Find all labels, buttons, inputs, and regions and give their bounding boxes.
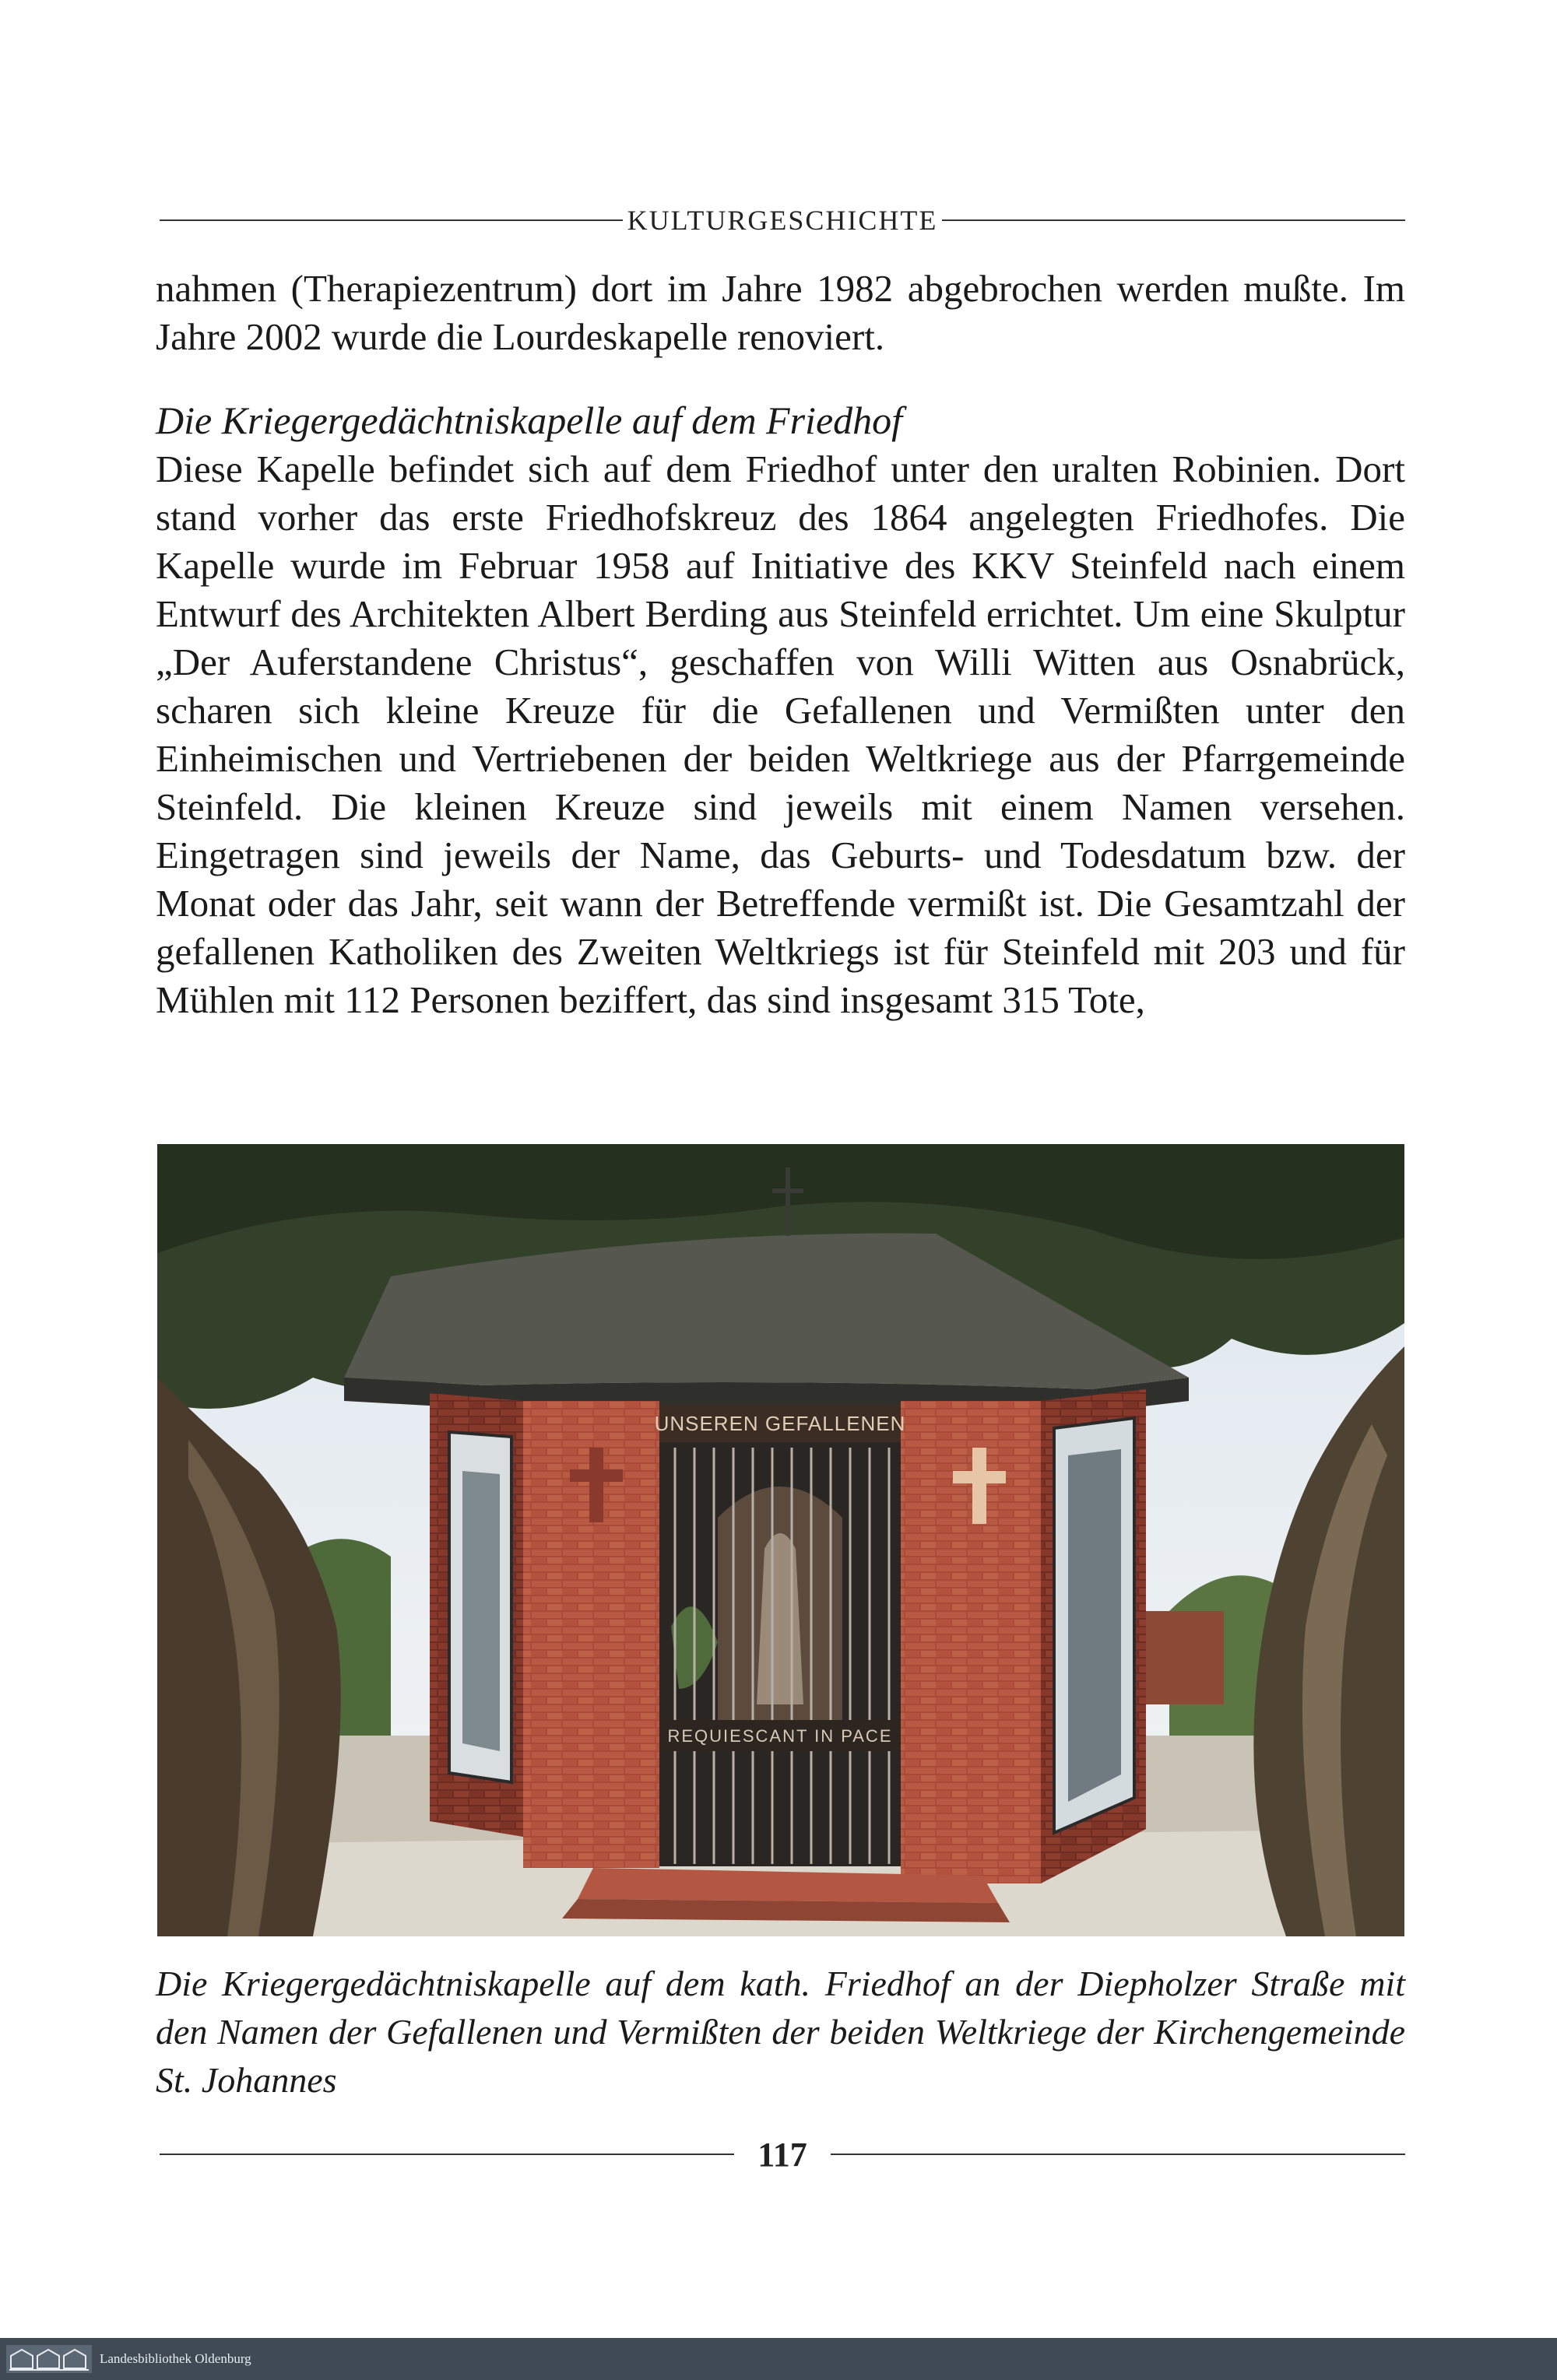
running-header (160, 201, 1405, 240)
body-text (156, 265, 1405, 1024)
paragraph-continued: nahmen (Therapiezentrum) dort im Jahre 1982 abgebrochen werden mußte. Im Jahre 2002 wurde die Lourdeskapelle renoviert. (156, 267, 1405, 358)
library-name: Landesbibliothek Oldenburg (100, 2351, 251, 2366)
inscription-requiescant-in-pace: REQUIESCANT IN PACE (667, 1726, 893, 1746)
footer-rule-left (160, 2154, 734, 2155)
page-number: 117 (757, 2135, 807, 2174)
library-logo-icon (6, 2345, 92, 2373)
library-bar (0, 2338, 1557, 2380)
chapel-illustration (157, 1144, 1404, 1936)
footer-rule-right (831, 2154, 1405, 2155)
header-rule-right (942, 219, 1405, 221)
section-heading: Die Kriegergedächtniskapelle auf dem Friedhof (156, 398, 903, 442)
header-rule-left (160, 219, 623, 221)
section-title: KULTURGESCHICHTE (627, 205, 938, 236)
paragraph-chapel: Diese Kapelle befindet sich auf dem Friedhof unter den uralten Robinien. Dort stand vorher das erste Friedhofskreuz des 1864 angelegten Friedhofes. Die Kapelle wurde im Februar 1958 auf Initiative des KKV Steinfeld nach einem Entwurf des Architekten Albert Berding aus Steinfeld errichtet. Um eine Skulptur „Der Auferstandene Christus“, geschaffen von Willi Witten aus Osnabrück, scharen sich kleine Kreuze für die Gefallenen und Vermißten unter den Einheimischen und Vertriebenen der beiden Weltkriege aus der Pfarrgemeinde Steinfeld. Die kleinen Kreuze sind jeweils mit einem Namen versehen. Eingetragen sind jeweils der Name, das Geburts- und Todesdatum bzw. der Monat oder das Jahr, seit wann der Betreffende vermißt ist. Die Gesamtzahl der gefallenen Katholiken des Zweiten Weltkriegs ist für Steinfeld mit 203 und für Mühlen mit 112 Personen beziffert, das sind insgesamt 315 Tote, (156, 448, 1405, 1021)
page-footer (160, 2131, 1405, 2178)
inscription-unseren-gefallenen: UNSEREN GEFALLENEN (654, 1412, 906, 1435)
figure-caption: Die Kriegergedächtniskapelle auf dem kath. Friedhof an der Diepholzer Straße mit den Namen der Gefallenen und Vermißten der beiden Weltkriege der Kirchengemeinde St. Johannes (156, 1964, 1405, 2100)
chapel-photo (157, 1144, 1404, 1936)
